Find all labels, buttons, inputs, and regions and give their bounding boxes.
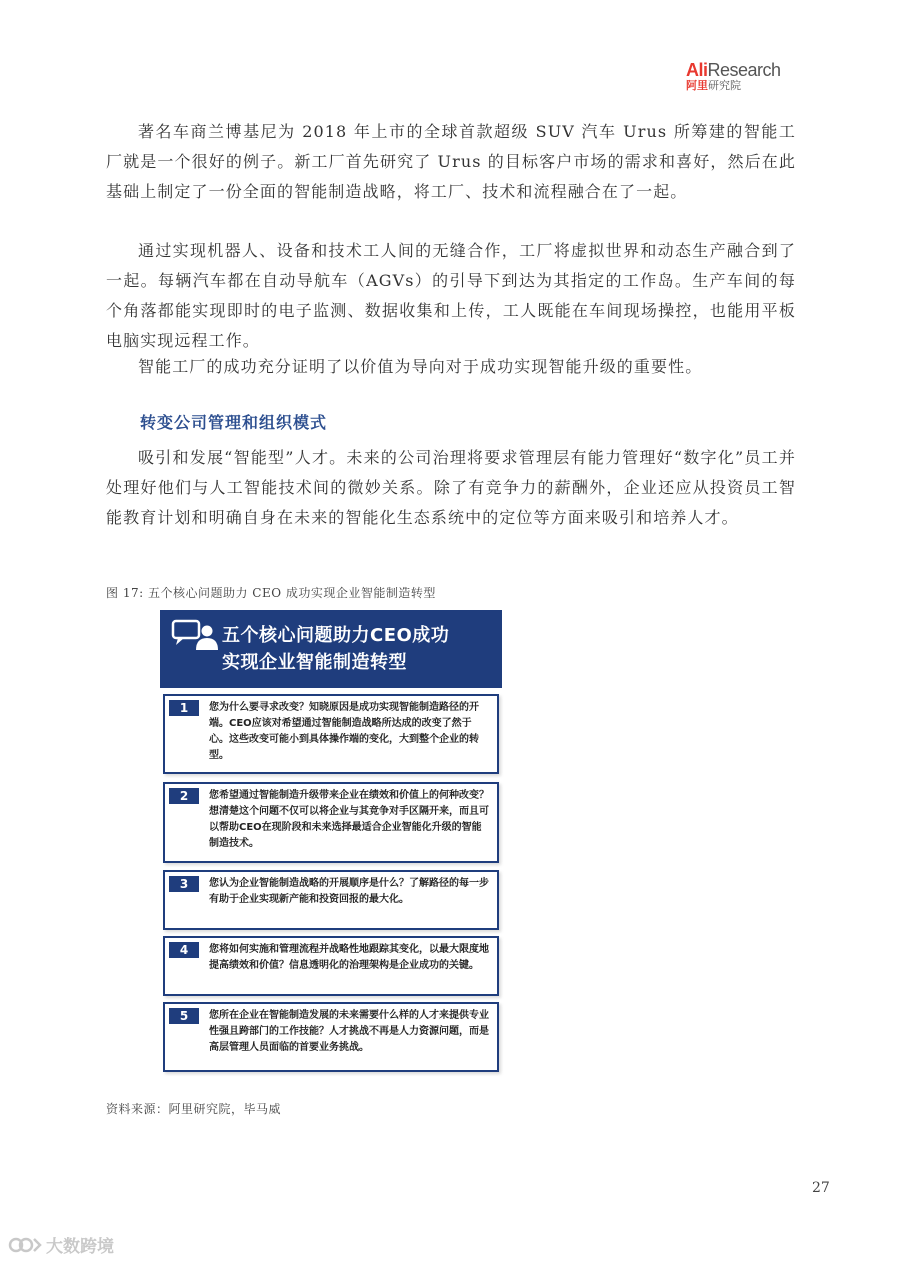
question-number: 3 [169,876,199,892]
question-text: 您认为企业智能制造战略的开展顺序是什么？了解路径的每一步有助于企业实现新产能和投资回报的最大化。 [209,878,489,905]
logo-cn-rest: 研究院 [708,79,741,92]
watermark-text: 大数跨境 [46,1237,114,1257]
aliresearch-logo [686,60,801,92]
figure-caption: 图 17: 五个核心问题助力 CEO 成功实现企业智能制造转型 [106,586,436,600]
question-number: 5 [169,1008,199,1024]
logo-cn-brand: 阿里 [686,79,708,92]
question-text: 您所在企业在智能制造发展的未来需要什么样的人才来提供专业性强且跨部门的工作技能？人才挑战不再是人力资源问题，而是高层管理人员面临的首要业务挑战。 [209,1010,489,1053]
question-card-3 [163,870,499,930]
watermark [8,1232,114,1257]
source-note: 资料来源：阿里研究院，毕马威 [106,1102,282,1116]
logo-brand-rest: Research [707,60,781,80]
question-card-2 [163,782,499,863]
question-number: 1 [169,700,199,716]
paragraph-4: 吸引和发展“智能型”人才。未来的公司治理将要求管理层有能力管理好“数字化”员工并处理好他们与人工智能技术间的微妙关系。除了有竞争力的薪酬外，企业还应从投资员工智能教育计划和明确自身在未来的智能化生态系统中的定位等方面来吸引和培养人才。 [106,448,796,527]
question-text: 您为什么要寻求改变？知晓原因是成功实现智能制造路径的开端。CEO应该对希望通过智能制造战略所达成的改变了然于心。这些改变可能小到具体操作端的变化，大到整个企业的转型。 [209,702,479,761]
section-heading: 转变公司管理和组织模式 [140,413,328,432]
paragraph-2: 通过实现机器人、设备和技术工人间的无缝合作，工厂将虚拟世界和动态生产融合到了一起。每辆汽车都在自动导航车（AGVs）的引导下到达为其指定的工作岛。生产车间的每个角落都能实现即时的电子监测、数据收集和上传，工人既能在车间现场操控，也能用平板电脑实现远程工作。 [106,241,796,350]
logo-brand: Ali [686,60,708,80]
paragraph-1: 著名车商兰博基尼为 2018 年上市的全球首款超级 SUV 汽车 Urus 所筹建的智能工厂就是一个很好的例子。新工厂首先研究了 Urus 的目标客户市场的需求和喜好，然后在此基础上制定了一份全面的智能制造战略，将工厂、技术和流程融合在了一起。 [106,122,796,201]
question-number: 2 [169,788,199,804]
figure-17 [160,610,502,1074]
paragraph-3: 智能工厂的成功充分证明了以价值为导向对于成功实现智能升级的重要性。 [138,357,703,376]
question-text: 您将如何实施和管理流程并战略性地跟踪其变化，以最大限度地提高绩效和价值？信息透明化的治理架构是企业成功的关键。 [209,944,489,971]
figure-header [160,610,502,688]
question-card-1 [163,694,499,774]
question-text: 您希望通过智能制造升级带来企业在绩效和价值上的何种改变？想清楚这个问题不仅可以将企业与其竞争对手区隔开来，而且可以帮助CEO在现阶段和未来选择最适合企业智能化升级的智能制造技术。 [209,790,489,849]
figure-title-line-2: 实现企业智能制造转型 [222,652,407,673]
figure-title-line-1: 五个核心问题助力CEO成功 [222,625,450,646]
question-card-5 [163,1002,499,1072]
watermark-logo-icon [8,1234,42,1256]
chat-person-icon [170,618,218,652]
page-number: 27 [812,1180,830,1196]
figure-title [222,622,497,676]
question-number: 4 [169,942,199,958]
question-card-4 [163,936,499,996]
